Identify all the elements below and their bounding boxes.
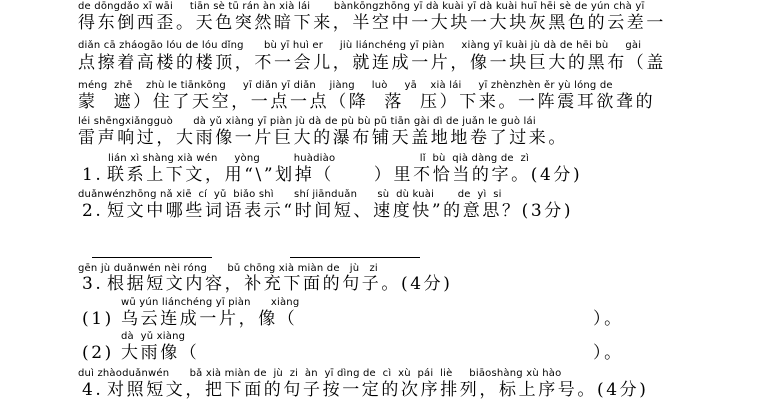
passage-line1-text: 得东倒西歪。天色突然暗下来，半空中一大块一大块灰黑色的云差一 bbox=[78, 13, 666, 33]
question-2-pinyin: duǎnwénzhōng nǎ xiē cí yǔ biǎo shì shí jiānduǎn sù dù kuài de yì si bbox=[78, 189, 502, 200]
question-3-sub2-number: (2) bbox=[82, 343, 114, 363]
question-4-pinyin: duì zhàoduǎnwén bǎ xià miàn de jù zi àn yī dìng de cì xù pái liè biāoshàng xù hào bbox=[78, 368, 562, 379]
question-2-answer-blank-2[interactable] bbox=[290, 257, 420, 258]
question-3-text: 根据短文内容，补充下面的句子。(4分) bbox=[107, 274, 453, 294]
question-2-answer-blank-1[interactable] bbox=[92, 257, 212, 258]
question-3-sub1-text: 乌云连成一片，像（ bbox=[121, 309, 298, 329]
question-3-sub2-text: 大雨像（ bbox=[121, 343, 200, 363]
question-4-number: 4. bbox=[82, 380, 104, 400]
passage-line4-text: 雷声响过，大雨像一片巨大的瀑布铺天盖地地卷了过来。 bbox=[78, 128, 568, 148]
passage-line4-pinyin: léi shēngxiǎngguò dà yǔ xiàng yī piàn jù dà de pù bù pū tiān gài dì de juǎn le guò lái bbox=[78, 116, 536, 127]
question-3-sub1-number: (1) bbox=[82, 309, 114, 329]
question-3-sub2-pinyin: dà yǔ xiàng bbox=[121, 331, 186, 342]
question-2-number: 2. bbox=[82, 201, 104, 221]
question-3-sub1-pinyin: wū yún liánchéng yī piàn xiàng bbox=[121, 297, 300, 308]
passage-line3-text: 蒙 遮）住了天空，一点一点（降 落 压）下来。一阵震耳欲聋的 bbox=[78, 92, 656, 112]
question-3-sub1-close: ）。 bbox=[593, 309, 624, 329]
passage-line3-pinyin: méng zhē zhù le tiānkōng yī diǎn yī diǎn jiàng luò yā xià lái yī zhènzhèn ěr yù lóng de bbox=[78, 80, 613, 91]
question-1-number: 1. bbox=[82, 165, 104, 185]
passage-line2-pinyin: diǎn cā zháogāo lóu de lóu dǐng bù yī huì er jiù liánchéng yī piàn xiàng yī kuài jù dà de hēi bù gài bbox=[78, 40, 642, 51]
question-1-pinyin: lián xì shàng xià wén yòng huàdiào lǐ bù qià dàng de zì bbox=[108, 153, 529, 164]
passage-line2-text: 点擦着高楼的楼顶，不一会儿，就连成一片，像一块巨大的黑布（盖 bbox=[78, 53, 666, 73]
passage-line1-pinyin: de dōngdǎo xī wāi tiān sè tū rán àn xià lái bànkōngzhōng yī dà kuài yī dà kuài huī hēi sè de yún chà yī bbox=[78, 1, 645, 12]
question-4-text: 对照短文，把下面的句子按一定的次序排列，标上序号。(4分) bbox=[107, 380, 649, 400]
question-3-sub2-close: ）。 bbox=[593, 343, 624, 363]
question-3-pinyin: gēn jù duǎnwén nèi róng bǔ chōng xià miàn de jù zi bbox=[78, 263, 378, 274]
question-2-text: 短文中哪些词语表示“时间短、速度快”的意思？(3分) bbox=[107, 201, 574, 221]
question-1-text: 联系上下文，用“\”划掉（ ）里不恰当的字。(4分) bbox=[107, 165, 583, 185]
question-3-number: 3. bbox=[82, 274, 104, 294]
